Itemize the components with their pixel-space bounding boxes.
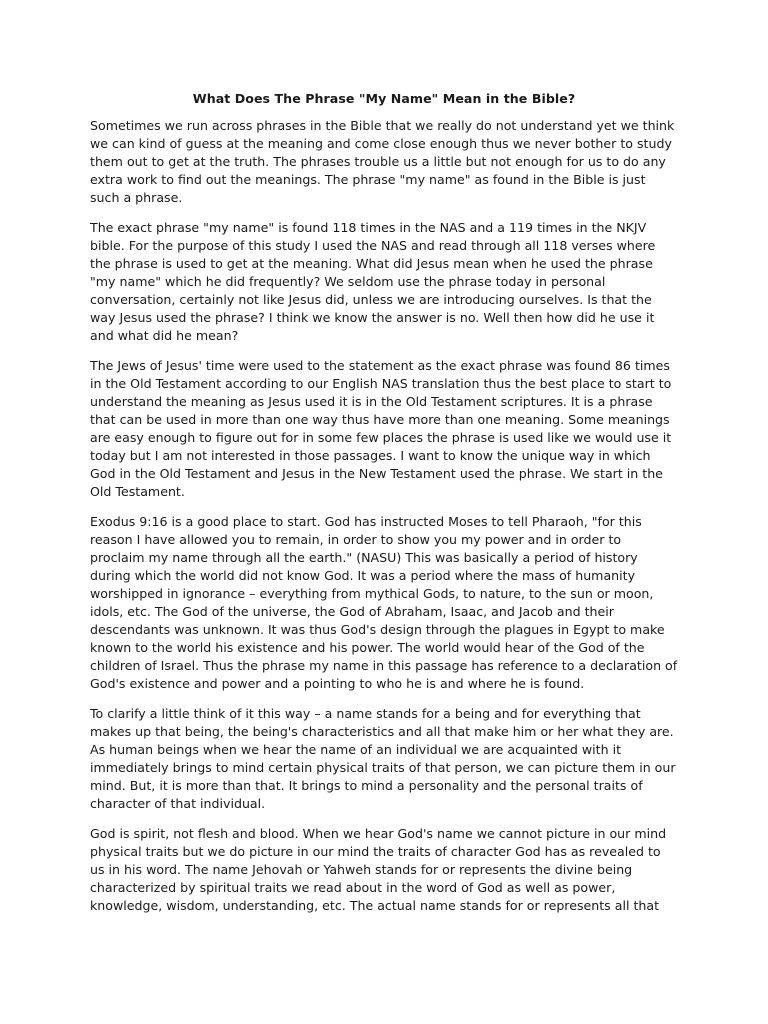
- paragraph-god-is-spirit: God is spirit, not flesh and blood. When we hear God's name we cannot picture in our mind physical traits but we do picture in our mind the traits of character God has as revealed to us in his word. The name Jehovah or Yahweh stands for or represents the divine being characterized by spiritual traits we read about in the word of God as well as power, knowledge, wisdom, understanding, etc. The actual name stands for or represents all that: [90, 826, 667, 913]
- paragraph-old-testament: The Jews of Jesus' time were used to the statement as the exact phrase was found 86 times in the Old Testament according to our English NAS translation thus the best place to start to understand the meaning as Jesus used it is in the Old Testament scriptures. It is a phrase that can be used in more than one way thus have more than one meaning. Some meanings are easy enough to figure out for in some few places the phrase is used like we would use it today but I am not interested in those passages. I want to know the unique way in which God in the Old Testament and Jesus in the New Testament used the phrase. We start in the Old Testament.: [90, 358, 672, 499]
- document-title: What Does The Phrase "My Name" Mean in the Bible?: [192, 91, 576, 106]
- paragraph-clarify: To clarify a little think of it this way – a name stands for a being and for everything that makes up that being, the being's characteristics and all that make him or her what they are. As human beings when we hear the name of an individual we are acquainted with it immediately brings to mind certain physical traits of that person, we can picture them in our mind. But, it is more than that. It brings to mind a personality and the personal traits of character of that individual.: [90, 706, 676, 811]
- paragraph-exodus: Exodus 9:16 is a good place to start. God has instructed Moses to tell Pharaoh, "for this reason I have allowed you to remain, in order to show you my power and in order to proclaim my name through all the earth." (NASU) This was basically a period of history during which the world did not know God. It was a period where the mass of humanity worshipped in ignorance – everything from mythical Gods, to nature, to the sun or moon, idols, etc. The God of the universe, the God of Abraham, Isaac, and Jacob and their descendants was unknown. It was thus God's design through the plagues in Egypt to make known to the world his existence and his power. The world would hear of the God of the children of Israel. Thus the phrase my name in this passage has reference to a declaration of God's existence and power and a pointing to who he is and where he is found.: [90, 514, 678, 691]
- paragraph-exact-phrase: The exact phrase "my name" is found 118 times in the NAS and a 119 times in the NKJV bible. For the purpose of this study I used the NAS and read through all 118 verses where the phrase is used to get at the meaning. What did Jesus mean when he used the phrase "my name" which he did frequently? We seldom use the phrase today in personal conversation, certainly not like Jesus did, unless we are introducing ourselves. Is that the way Jesus used the phrase? I think we know the answer is no. Well then how did he use it and what did he mean?: [90, 220, 656, 343]
- paragraph-intro: Sometimes we run across phrases in the Bible that we really do not understand yet we think we can kind of guess at the meaning and come close enough thus we never bother to study them out to get at the truth. The phrases trouble us a little but not enough for us to do any extra work to find out the meanings. The phrase "my name" as found in the Bible is just such a phrase.: [90, 118, 675, 205]
